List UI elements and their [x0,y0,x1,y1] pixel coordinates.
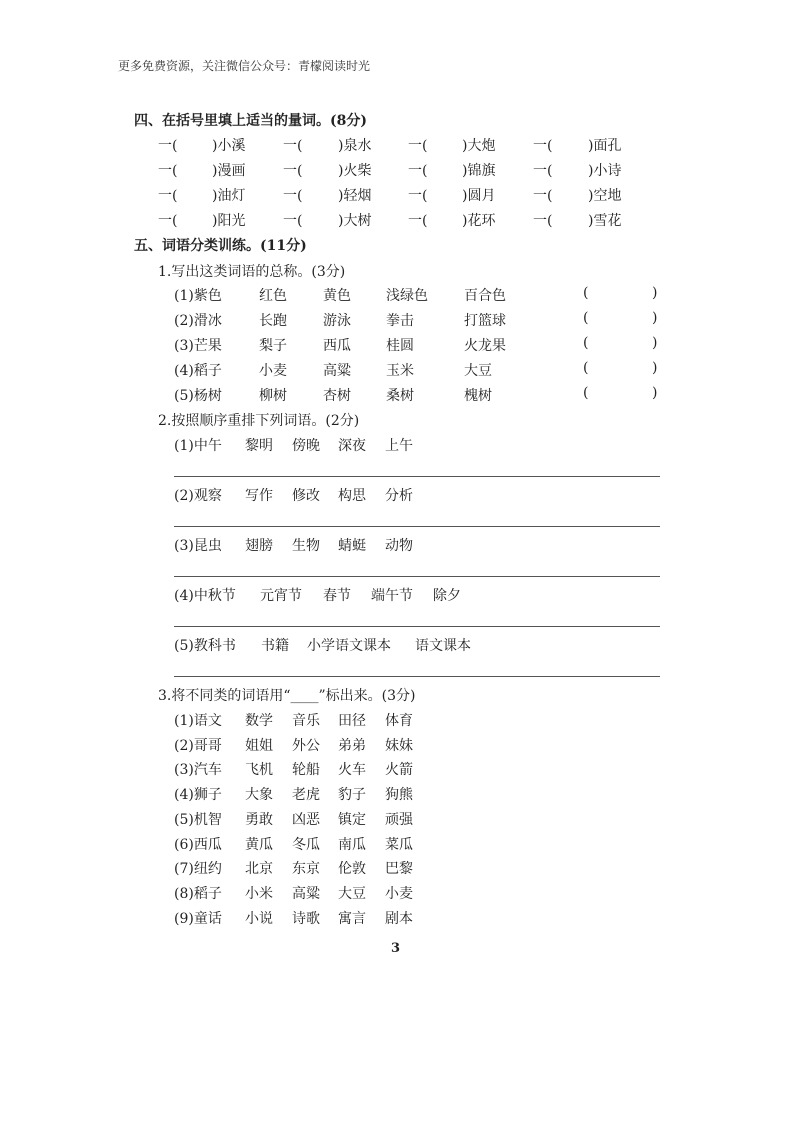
word-cell: 构思 [338,488,366,504]
word-cell: 大豆 [338,886,366,902]
answer-paren-close: ) [652,385,658,401]
word-cell: 火车 [338,762,366,778]
word-cell: 修改 [292,488,320,504]
blank-item: )轻烟 [338,188,372,204]
answer-paren-open: ( [583,310,589,326]
blank-prefix: 一( [158,163,178,179]
word-cell: 春节 [323,588,351,604]
q3-title: 3.将不同类的词语用“____”标出来。(3分) [158,688,416,704]
word-cell: 生物 [292,538,320,554]
word-cell: (8)稻子 [174,886,222,902]
word-cell: 西瓜 [323,338,351,354]
word-cell: 蜻蜓 [338,538,366,554]
blank-prefix: 一( [158,188,178,204]
word-cell: 游泳 [323,313,351,329]
blank-item: )油灯 [212,188,246,204]
word-cell: 数学 [245,713,273,729]
word-cell: 冬瓜 [292,837,320,853]
word-cell: 剧本 [385,911,413,927]
word-cell: 深夜 [338,438,366,454]
blank-prefix: 一( [408,213,428,229]
blank-prefix: 一( [408,138,428,154]
answer-paren-open: ( [583,285,589,301]
word-cell: 元宵节 [260,588,302,604]
word-cell: 狗熊 [385,787,413,803]
word-cell: (1)中午 [174,438,222,454]
answer-paren-close: ) [652,285,658,301]
word-cell: (3)芒果 [174,338,222,354]
blank-prefix: 一( [158,213,178,229]
word-cell: 黄色 [323,288,351,304]
word-cell: 桑树 [386,388,414,404]
word-cell: 柳树 [259,388,287,404]
word-cell: (5)机智 [174,812,222,828]
word-cell: 音乐 [292,713,320,729]
answer-line [174,476,660,477]
blank-item: )圆月 [462,188,496,204]
word-cell: 拳击 [386,313,414,329]
blank-prefix: 一( [408,188,428,204]
word-cell: 傍晚 [292,438,320,454]
word-cell: (6)西瓜 [174,837,222,853]
word-cell: 书籍 [261,638,289,654]
word-cell: (1)语文 [174,713,222,729]
word-cell: 红色 [259,288,287,304]
blank-item: )大炮 [462,138,496,154]
word-cell: (4)狮子 [174,787,222,803]
answer-paren-close: ) [652,310,658,326]
page-number: 3 [391,941,401,956]
word-cell: 体育 [385,713,413,729]
blank-prefix: 一( [283,213,303,229]
word-cell: (7)纽约 [174,861,222,877]
word-cell: (3)汽车 [174,762,222,778]
blank-item: )小溪 [212,138,246,154]
word-cell: (4)中秋节 [174,588,236,604]
word-cell: 小麦 [385,886,413,902]
word-cell: 老虎 [292,787,320,803]
word-cell: (3)昆虫 [174,538,222,554]
word-cell: 田径 [338,713,366,729]
q1-title: 1.写出这类词语的总称。(3分) [158,264,346,280]
word-cell: 镇定 [338,812,366,828]
word-cell: 巴黎 [385,861,413,877]
word-cell: 豹子 [338,787,366,803]
word-cell: (2)观察 [174,488,222,504]
word-cell: 上午 [385,438,413,454]
word-cell: 南瓜 [338,837,366,853]
word-cell: 梨子 [259,338,287,354]
blank-item: )花环 [462,213,496,229]
word-cell: (4)稻子 [174,363,222,379]
word-cell: 桂圆 [386,338,414,354]
blank-prefix: 一( [283,163,303,179]
word-cell: 杏树 [323,388,351,404]
blank-item: )大树 [338,213,372,229]
word-cell: 语文课本 [415,638,471,654]
word-cell: 黄瓜 [245,837,273,853]
word-cell: 弟弟 [338,738,366,754]
word-cell: 玉米 [386,363,414,379]
answer-paren-close: ) [652,360,658,376]
word-cell: 凶恶 [292,812,320,828]
word-cell: 北京 [245,861,273,877]
word-cell: (5)杨树 [174,388,222,404]
word-cell: 外公 [292,738,320,754]
blank-prefix: 一( [408,163,428,179]
blank-item: )小诗 [588,163,622,179]
blank-item: )泉水 [338,138,372,154]
blank-item: )阳光 [212,213,246,229]
blank-prefix: 一( [283,138,303,154]
word-cell: 动物 [385,538,413,554]
word-cell: 大象 [245,787,273,803]
word-cell: 顽强 [385,812,413,828]
blank-item: )空地 [588,188,622,204]
blank-prefix: 一( [283,188,303,204]
word-cell: 除夕 [433,588,461,604]
blank-prefix: 一( [158,138,178,154]
word-cell: 黎明 [245,438,273,454]
blank-item: )火柴 [338,163,372,179]
word-cell: 分析 [385,488,413,504]
word-cell: 写作 [245,488,273,504]
word-cell: 妹妹 [385,738,413,754]
word-cell: 长跑 [259,313,287,329]
word-cell: 高粱 [323,363,351,379]
answer-paren-open: ( [583,335,589,351]
word-cell: 高粱 [292,886,320,902]
word-cell: 翅膀 [245,538,273,554]
blank-prefix: 一( [533,213,553,229]
answer-paren-close: ) [652,335,658,351]
word-cell: 菜瓜 [385,837,413,853]
word-cell: 大豆 [464,363,492,379]
word-cell: (9)童话 [174,911,222,927]
word-cell: 东京 [292,861,320,877]
word-cell: 勇敢 [245,812,273,828]
word-cell: 火龙果 [464,338,506,354]
word-cell: 端午节 [371,588,413,604]
word-cell: 槐树 [464,388,492,404]
word-cell: 诗歌 [292,911,320,927]
word-cell: 火箭 [385,762,413,778]
word-cell: 寓言 [338,911,366,927]
blank-item: )雪花 [588,213,622,229]
word-cell: 小说 [245,911,273,927]
word-cell: 打篮球 [464,313,506,329]
word-cell: 姐姐 [245,738,273,754]
word-cell: 飞机 [245,762,273,778]
word-cell: (5)教科书 [174,638,236,654]
answer-paren-open: ( [583,385,589,401]
section-4-title: 四、在括号里填上适当的量词。(8分) [134,113,367,129]
word-cell: (1)紫色 [174,288,222,304]
blank-prefix: 一( [533,138,553,154]
blank-prefix: 一( [533,163,553,179]
word-cell: 百合色 [464,288,506,304]
answer-line [174,676,660,677]
answer-line [174,626,660,627]
blank-item: )漫画 [212,163,246,179]
word-cell: 小米 [245,886,273,902]
word-cell: (2)哥哥 [174,738,222,754]
word-cell: 伦敦 [338,861,366,877]
blank-item: )锦旗 [462,163,496,179]
answer-line [174,526,660,527]
word-cell: 小麦 [259,363,287,379]
section-5-title: 五、词语分类训练。(11分) [134,238,307,254]
q2-title: 2.按照顺序重排下列词语。(2分) [158,413,360,429]
answer-paren-open: ( [583,360,589,376]
answer-line [174,576,660,577]
word-cell: 轮船 [292,762,320,778]
word-cell: (2)滑冰 [174,313,222,329]
blank-item: )面孔 [588,138,622,154]
blank-prefix: 一( [533,188,553,204]
word-cell: 小学语文课本 [307,638,391,654]
word-cell: 浅绿色 [386,288,428,304]
page-header: 更多免费资源，关注微信公众号：青檬阅读时光 [118,59,371,73]
